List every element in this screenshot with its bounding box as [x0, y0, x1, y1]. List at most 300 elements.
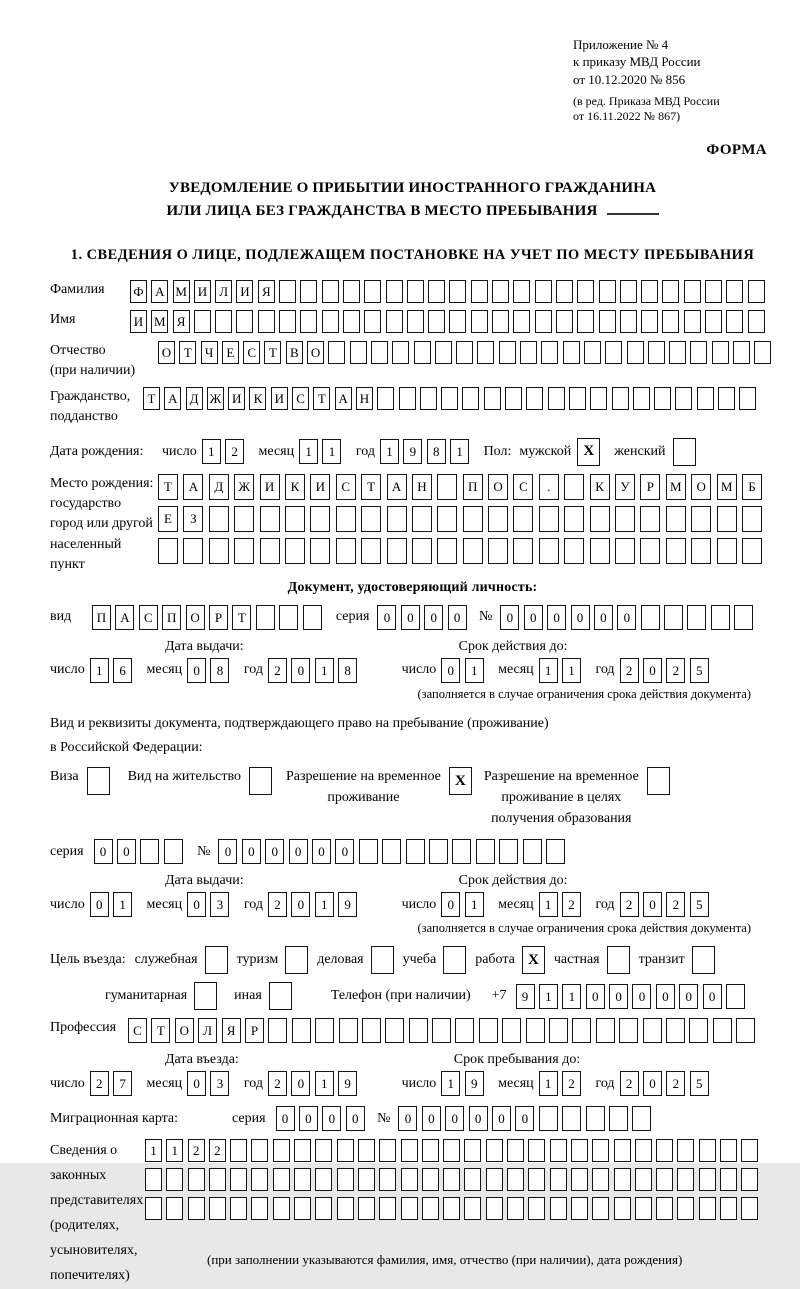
char-cell[interactable]: А	[387, 474, 407, 500]
char-cell[interactable]: 0	[265, 839, 284, 864]
char-cell[interactable]	[230, 1139, 247, 1162]
char-cell[interactable]: 8	[427, 439, 446, 464]
char-cell[interactable]	[435, 341, 452, 364]
char-cell[interactable]	[364, 280, 381, 303]
char-cell[interactable]	[294, 1168, 311, 1191]
char-cell[interactable]	[488, 538, 508, 564]
char-cell[interactable]	[535, 280, 552, 303]
char-cell[interactable]: 9	[403, 439, 422, 464]
char-cell[interactable]	[712, 341, 729, 364]
char-cell[interactable]	[443, 1197, 460, 1220]
char-cell[interactable]	[328, 341, 345, 364]
char-cell[interactable]: Т	[232, 605, 251, 630]
char-cell[interactable]	[437, 474, 457, 500]
char-cell[interactable]	[684, 310, 701, 333]
char-cell[interactable]: Т	[264, 341, 281, 364]
char-cell[interactable]: 2	[620, 1071, 639, 1096]
char-cell[interactable]	[614, 1168, 631, 1191]
char-cell[interactable]	[635, 1168, 652, 1191]
char-cell[interactable]: 1	[539, 1071, 558, 1096]
char-cell[interactable]: 1	[299, 439, 318, 464]
char-cell[interactable]	[572, 1018, 591, 1043]
char-cell[interactable]	[577, 280, 594, 303]
char-cell[interactable]	[526, 1018, 545, 1043]
char-cell[interactable]	[188, 1168, 205, 1191]
char-cell[interactable]	[699, 1168, 716, 1191]
char-cell[interactable]	[748, 280, 765, 303]
char-cell[interactable]	[336, 506, 356, 532]
char-cell[interactable]	[464, 1139, 481, 1162]
sex-female-checkbox[interactable]	[673, 438, 696, 466]
char-cell[interactable]	[145, 1168, 162, 1191]
char-cell[interactable]	[273, 1197, 290, 1220]
char-cell[interactable]: 0	[187, 1071, 206, 1096]
char-cell[interactable]	[140, 839, 159, 864]
char-cell[interactable]	[720, 1197, 737, 1220]
char-cell[interactable]: Д	[186, 387, 203, 410]
char-cell[interactable]	[359, 839, 378, 864]
char-cell[interactable]	[339, 1018, 358, 1043]
char-cell[interactable]: .	[539, 474, 559, 500]
char-cell[interactable]	[690, 341, 707, 364]
char-cell[interactable]: 0	[289, 839, 308, 864]
char-cell[interactable]: Ч	[201, 341, 218, 364]
char-cell[interactable]: В	[286, 341, 303, 364]
char-cell[interactable]	[592, 1139, 609, 1162]
sex-male-checkbox[interactable]: X	[577, 438, 600, 466]
char-cell[interactable]	[429, 839, 448, 864]
char-cell[interactable]: 1	[539, 984, 558, 1009]
char-cell[interactable]: О	[158, 341, 175, 364]
char-cell[interactable]: 2	[562, 1071, 581, 1096]
char-cell[interactable]: Я	[222, 1018, 241, 1043]
char-cell[interactable]: М	[151, 310, 168, 333]
char-cell[interactable]	[599, 310, 616, 333]
char-cell[interactable]: И	[228, 387, 245, 410]
char-cell[interactable]	[422, 1139, 439, 1162]
char-cell[interactable]	[361, 538, 381, 564]
char-cell[interactable]	[713, 1018, 732, 1043]
char-cell[interactable]: 0	[656, 984, 675, 1009]
char-cell[interactable]	[268, 1018, 287, 1043]
char-cell[interactable]	[513, 506, 533, 532]
char-cell[interactable]	[412, 538, 432, 564]
char-cell[interactable]	[691, 506, 711, 532]
char-cell[interactable]	[279, 605, 298, 630]
char-cell[interactable]	[407, 310, 424, 333]
purpose-official-checkbox[interactable]	[205, 946, 228, 974]
char-cell[interactable]	[640, 538, 660, 564]
char-cell[interactable]: 2	[268, 1071, 287, 1096]
char-cell[interactable]	[322, 280, 339, 303]
char-cell[interactable]	[754, 341, 771, 364]
char-cell[interactable]	[689, 1018, 708, 1043]
char-cell[interactable]: 2	[666, 1071, 685, 1096]
char-cell[interactable]: 0	[291, 892, 310, 917]
char-cell[interactable]: П	[162, 605, 181, 630]
char-cell[interactable]	[539, 506, 559, 532]
char-cell[interactable]	[705, 280, 722, 303]
char-cell[interactable]	[718, 387, 735, 410]
char-cell[interactable]	[662, 310, 679, 333]
char-cell[interactable]	[664, 605, 683, 630]
char-cell[interactable]	[315, 1139, 332, 1162]
char-cell[interactable]	[492, 310, 509, 333]
char-cell[interactable]: М	[717, 474, 737, 500]
char-cell[interactable]	[677, 1197, 694, 1220]
char-cell[interactable]	[300, 310, 317, 333]
char-cell[interactable]: 1	[465, 892, 484, 917]
char-cell[interactable]: 0	[571, 605, 590, 630]
char-cell[interactable]: 2	[666, 892, 685, 917]
char-cell[interactable]	[571, 1197, 588, 1220]
char-cell[interactable]	[251, 1197, 268, 1220]
char-cell[interactable]	[687, 605, 706, 630]
char-cell[interactable]	[464, 1168, 481, 1191]
char-cell[interactable]	[499, 341, 516, 364]
char-cell[interactable]	[513, 280, 530, 303]
char-cell[interactable]	[409, 1018, 428, 1043]
char-cell[interactable]: 1	[380, 439, 399, 464]
visa-checkbox[interactable]	[87, 767, 110, 795]
char-cell[interactable]: 2	[90, 1071, 109, 1096]
char-cell[interactable]	[350, 341, 367, 364]
char-cell[interactable]	[620, 310, 637, 333]
char-cell[interactable]	[209, 538, 229, 564]
char-cell[interactable]	[720, 1168, 737, 1191]
char-cell[interactable]	[285, 538, 305, 564]
char-cell[interactable]: 9	[516, 984, 535, 1009]
char-cell[interactable]	[528, 1168, 545, 1191]
char-cell[interactable]	[463, 506, 483, 532]
char-cell[interactable]: 9	[338, 892, 357, 917]
char-cell[interactable]: М	[666, 474, 686, 500]
char-cell[interactable]: 0	[492, 1106, 511, 1131]
char-cell[interactable]	[513, 310, 530, 333]
char-cell[interactable]	[358, 1139, 375, 1162]
char-cell[interactable]: 0	[346, 1106, 365, 1131]
char-cell[interactable]	[684, 280, 701, 303]
char-cell[interactable]	[590, 506, 610, 532]
char-cell[interactable]: Я	[173, 310, 190, 333]
purpose-private-checkbox[interactable]	[607, 946, 630, 974]
char-cell[interactable]: 6	[113, 658, 132, 683]
char-cell[interactable]	[539, 1106, 558, 1131]
char-cell[interactable]: 0	[377, 605, 396, 630]
char-cell[interactable]: 1	[562, 984, 581, 1009]
char-cell[interactable]: М	[173, 280, 190, 303]
char-cell[interactable]: 0	[594, 605, 613, 630]
char-cell[interactable]	[462, 387, 479, 410]
char-cell[interactable]: 0	[632, 984, 651, 1009]
char-cell[interactable]	[748, 310, 765, 333]
char-cell[interactable]: Т	[151, 1018, 170, 1043]
char-cell[interactable]	[310, 506, 330, 532]
char-cell[interactable]	[742, 538, 762, 564]
char-cell[interactable]	[596, 1018, 615, 1043]
char-cell[interactable]	[632, 1106, 651, 1131]
char-cell[interactable]	[449, 310, 466, 333]
char-cell[interactable]	[479, 1018, 498, 1043]
char-cell[interactable]: 0	[401, 605, 420, 630]
char-cell[interactable]: 2	[620, 658, 639, 683]
purpose-business-checkbox[interactable]	[371, 946, 394, 974]
char-cell[interactable]: 5	[690, 1071, 709, 1096]
char-cell[interactable]	[285, 506, 305, 532]
char-cell[interactable]	[635, 1197, 652, 1220]
char-cell[interactable]: А	[335, 387, 352, 410]
char-cell[interactable]: П	[463, 474, 483, 500]
char-cell[interactable]	[520, 341, 537, 364]
char-cell[interactable]: 2	[666, 658, 685, 683]
char-cell[interactable]	[633, 387, 650, 410]
char-cell[interactable]: 0	[617, 605, 636, 630]
char-cell[interactable]: 1	[450, 439, 469, 464]
char-cell[interactable]	[362, 1018, 381, 1043]
char-cell[interactable]	[279, 310, 296, 333]
char-cell[interactable]: Л	[198, 1018, 217, 1043]
char-cell[interactable]: 1	[315, 892, 334, 917]
char-cell[interactable]	[361, 506, 381, 532]
char-cell[interactable]	[654, 387, 671, 410]
char-cell[interactable]: 0	[242, 839, 261, 864]
char-cell[interactable]	[609, 1106, 628, 1131]
char-cell[interactable]: И	[194, 280, 211, 303]
char-cell[interactable]	[586, 1106, 605, 1131]
char-cell[interactable]: 1	[315, 1071, 334, 1096]
char-cell[interactable]	[273, 1168, 290, 1191]
char-cell[interactable]	[564, 506, 584, 532]
char-cell[interactable]	[662, 280, 679, 303]
char-cell[interactable]: 1	[113, 892, 132, 917]
char-cell[interactable]	[401, 1139, 418, 1162]
char-cell[interactable]: 0	[424, 605, 443, 630]
char-cell[interactable]	[741, 1139, 758, 1162]
char-cell[interactable]	[358, 1197, 375, 1220]
char-cell[interactable]	[546, 839, 565, 864]
char-cell[interactable]: 3	[210, 1071, 229, 1096]
char-cell[interactable]	[256, 605, 275, 630]
char-cell[interactable]	[569, 387, 586, 410]
char-cell[interactable]	[620, 280, 637, 303]
char-cell[interactable]	[441, 387, 458, 410]
char-cell[interactable]: 0	[441, 658, 460, 683]
char-cell[interactable]: О	[691, 474, 711, 500]
char-cell[interactable]	[258, 310, 275, 333]
char-cell[interactable]	[315, 1168, 332, 1191]
char-cell[interactable]	[188, 1197, 205, 1220]
char-cell[interactable]	[477, 341, 494, 364]
char-cell[interactable]	[428, 280, 445, 303]
char-cell[interactable]	[592, 1168, 609, 1191]
char-cell[interactable]	[337, 1168, 354, 1191]
char-cell[interactable]: 2	[562, 892, 581, 917]
purpose-other-checkbox[interactable]	[269, 982, 292, 1010]
char-cell[interactable]: 1	[539, 658, 558, 683]
char-cell[interactable]	[386, 310, 403, 333]
char-cell[interactable]: 1	[315, 658, 334, 683]
char-cell[interactable]	[476, 839, 495, 864]
char-cell[interactable]: 0	[500, 605, 519, 630]
char-cell[interactable]	[675, 387, 692, 410]
char-cell[interactable]: Ф	[130, 280, 147, 303]
char-cell[interactable]	[251, 1139, 268, 1162]
char-cell[interactable]: 0	[335, 839, 354, 864]
char-cell[interactable]	[734, 605, 753, 630]
char-cell[interactable]	[513, 538, 533, 564]
char-cell[interactable]	[215, 310, 232, 333]
char-cell[interactable]	[733, 341, 750, 364]
char-cell[interactable]	[488, 506, 508, 532]
char-cell[interactable]	[382, 839, 401, 864]
char-cell[interactable]: 3	[210, 892, 229, 917]
char-cell[interactable]: Я	[258, 280, 275, 303]
char-cell[interactable]: Т	[179, 341, 196, 364]
char-cell[interactable]: З	[183, 506, 203, 532]
char-cell[interactable]	[164, 839, 183, 864]
char-cell[interactable]	[640, 506, 660, 532]
char-cell[interactable]	[422, 1168, 439, 1191]
char-cell[interactable]	[209, 506, 229, 532]
char-cell[interactable]: 2	[209, 1139, 226, 1162]
char-cell[interactable]: 1	[539, 892, 558, 917]
char-cell[interactable]	[614, 1197, 631, 1220]
char-cell[interactable]	[387, 538, 407, 564]
char-cell[interactable]: Н	[356, 387, 373, 410]
char-cell[interactable]	[371, 341, 388, 364]
char-cell[interactable]	[571, 1139, 588, 1162]
char-cell[interactable]	[486, 1139, 503, 1162]
char-cell[interactable]	[379, 1139, 396, 1162]
char-cell[interactable]: 0	[291, 658, 310, 683]
char-cell[interactable]	[194, 310, 211, 333]
char-cell[interactable]	[292, 1018, 311, 1043]
char-cell[interactable]: 2	[225, 439, 244, 464]
char-cell[interactable]: С	[243, 341, 260, 364]
char-cell[interactable]	[260, 538, 280, 564]
char-cell[interactable]	[615, 538, 635, 564]
char-cell[interactable]	[656, 1197, 673, 1220]
char-cell[interactable]: 0	[448, 605, 467, 630]
char-cell[interactable]	[726, 280, 743, 303]
char-cell[interactable]	[666, 506, 686, 532]
char-cell[interactable]	[742, 506, 762, 532]
char-cell[interactable]	[492, 280, 509, 303]
char-cell[interactable]	[711, 605, 730, 630]
char-cell[interactable]	[571, 1168, 588, 1191]
char-cell[interactable]: 1	[202, 439, 221, 464]
char-cell[interactable]: 8	[210, 658, 229, 683]
char-cell[interactable]: 1	[90, 658, 109, 683]
char-cell[interactable]	[526, 387, 543, 410]
char-cell[interactable]	[209, 1168, 226, 1191]
char-cell[interactable]: 0	[609, 984, 628, 1009]
char-cell[interactable]	[437, 538, 457, 564]
char-cell[interactable]	[528, 1139, 545, 1162]
char-cell[interactable]	[379, 1168, 396, 1191]
char-cell[interactable]: С	[292, 387, 309, 410]
char-cell[interactable]	[507, 1197, 524, 1220]
char-cell[interactable]	[273, 1139, 290, 1162]
char-cell[interactable]: С	[336, 474, 356, 500]
char-cell[interactable]: 2	[268, 658, 287, 683]
char-cell[interactable]	[336, 538, 356, 564]
char-cell[interactable]	[343, 310, 360, 333]
char-cell[interactable]: 0	[94, 839, 113, 864]
char-cell[interactable]	[523, 839, 542, 864]
char-cell[interactable]	[691, 538, 711, 564]
edu-permit-checkbox[interactable]	[647, 767, 670, 795]
char-cell[interactable]	[550, 1139, 567, 1162]
char-cell[interactable]	[666, 1018, 685, 1043]
char-cell[interactable]: 0	[643, 892, 662, 917]
char-cell[interactable]: Ж	[234, 474, 254, 500]
char-cell[interactable]	[412, 506, 432, 532]
char-cell[interactable]	[379, 1197, 396, 1220]
temp-permit-checkbox[interactable]: X	[449, 767, 472, 795]
char-cell[interactable]: О	[186, 605, 205, 630]
char-cell[interactable]: 0	[187, 892, 206, 917]
char-cell[interactable]	[705, 310, 722, 333]
char-cell[interactable]: 0	[445, 1106, 464, 1131]
char-cell[interactable]	[584, 341, 601, 364]
char-cell[interactable]: С	[513, 474, 533, 500]
char-cell[interactable]: Е	[158, 506, 178, 532]
char-cell[interactable]	[322, 310, 339, 333]
char-cell[interactable]	[234, 506, 254, 532]
char-cell[interactable]: П	[92, 605, 111, 630]
purpose-study-checkbox[interactable]	[443, 946, 466, 974]
char-cell[interactable]	[443, 1139, 460, 1162]
char-cell[interactable]: 0	[643, 658, 662, 683]
char-cell[interactable]: 1	[322, 439, 341, 464]
char-cell[interactable]	[392, 341, 409, 364]
char-cell[interactable]	[456, 341, 473, 364]
char-cell[interactable]: Т	[313, 387, 330, 410]
char-cell[interactable]	[183, 538, 203, 564]
char-cell[interactable]: 1	[145, 1139, 162, 1162]
char-cell[interactable]	[656, 1139, 673, 1162]
char-cell[interactable]	[337, 1139, 354, 1162]
char-cell[interactable]	[484, 387, 501, 410]
char-cell[interactable]	[656, 1168, 673, 1191]
char-cell[interactable]	[455, 1018, 474, 1043]
char-cell[interactable]: 0	[586, 984, 605, 1009]
char-cell[interactable]: Р	[640, 474, 660, 500]
char-cell[interactable]	[548, 387, 565, 410]
char-cell[interactable]	[739, 387, 756, 410]
char-cell[interactable]	[486, 1168, 503, 1191]
char-cell[interactable]	[294, 1139, 311, 1162]
char-cell[interactable]: 8	[338, 658, 357, 683]
char-cell[interactable]: Л	[215, 280, 232, 303]
char-cell[interactable]: 0	[422, 1106, 441, 1131]
char-cell[interactable]	[385, 1018, 404, 1043]
char-cell[interactable]	[528, 1197, 545, 1220]
char-cell[interactable]: А	[151, 280, 168, 303]
char-cell[interactable]	[166, 1197, 183, 1220]
char-cell[interactable]: И	[271, 387, 288, 410]
purpose-tourism-checkbox[interactable]	[285, 946, 308, 974]
char-cell[interactable]: Д	[209, 474, 229, 500]
char-cell[interactable]	[230, 1168, 247, 1191]
char-cell[interactable]	[437, 506, 457, 532]
char-cell[interactable]: И	[236, 280, 253, 303]
char-cell[interactable]: 7	[113, 1071, 132, 1096]
char-cell[interactable]	[535, 310, 552, 333]
char-cell[interactable]: Т	[361, 474, 381, 500]
char-cell[interactable]	[563, 341, 580, 364]
